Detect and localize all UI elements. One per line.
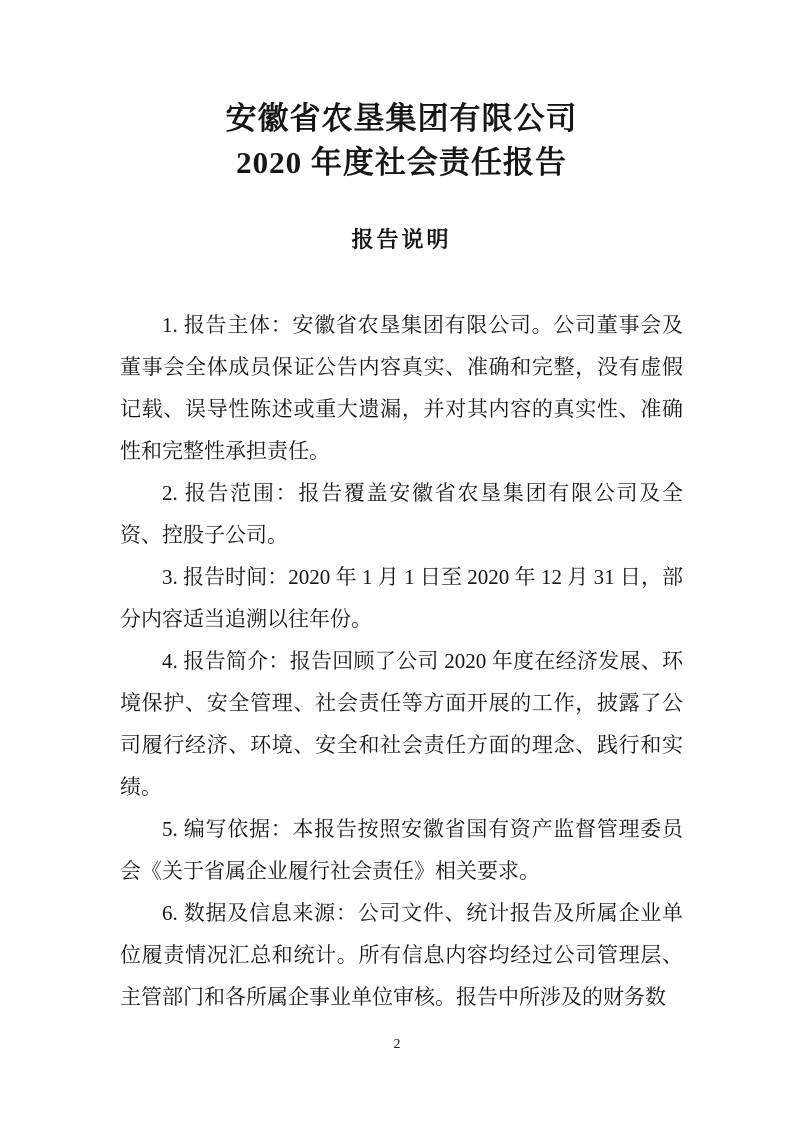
report-notes-body [120, 304, 683, 1018]
section-heading-report-notes: 报告说明 [351, 227, 452, 252]
paragraph-report-overview: 4. 报告简介：报告回顾了公司 2020 年度在经济发展、环境保护、安全管理、社会责任等方面开展的工作，披露了公司履行经济、环境、安全和社会责任方面的理念、践行和实绩。 [120, 649, 683, 799]
paragraph-compilation-basis: 5. 编写依据：本报告按照安徽省国有资产监督管理委员会《关于省属企业履行社会责任》相关要求。 [120, 817, 683, 883]
page-content [120, 97, 683, 1018]
paragraph-data-sources: 6. 数据及信息来源：公司文件、统计报告及所属企业单位履责情况汇总和统计。所有信息内容均经过公司管理层、主管部门和各所属企事业单位审核。报告中所涉及的财务数 [120, 901, 683, 1009]
document-title [120, 97, 683, 185]
document-title-line-1: 安徽省农垦集团有限公司 [225, 101, 578, 136]
paragraph-report-scope: 2. 报告范围：报告覆盖安徽省农垦集团有限公司及全资、控股子公司。 [120, 481, 683, 547]
page-number: 2 [393, 1037, 401, 1052]
document-title-line-2: 2020 年度社会责任报告 [236, 145, 567, 180]
paragraph-report-subject: 1. 报告主体：安徽省农垦集团有限公司。公司董事会及董事会全体成员保证公告内容真实、准确和完整，没有虚假记载、误导性陈述或重大遗漏，并对其内容的真实性、准确性和完整性承担责任。 [120, 313, 683, 463]
paragraph-report-period: 3. 报告时间：2020 年 1 月 1 日至 2020 年 12 月 31 日，部分内容适当追溯以往年份。 [120, 565, 683, 631]
